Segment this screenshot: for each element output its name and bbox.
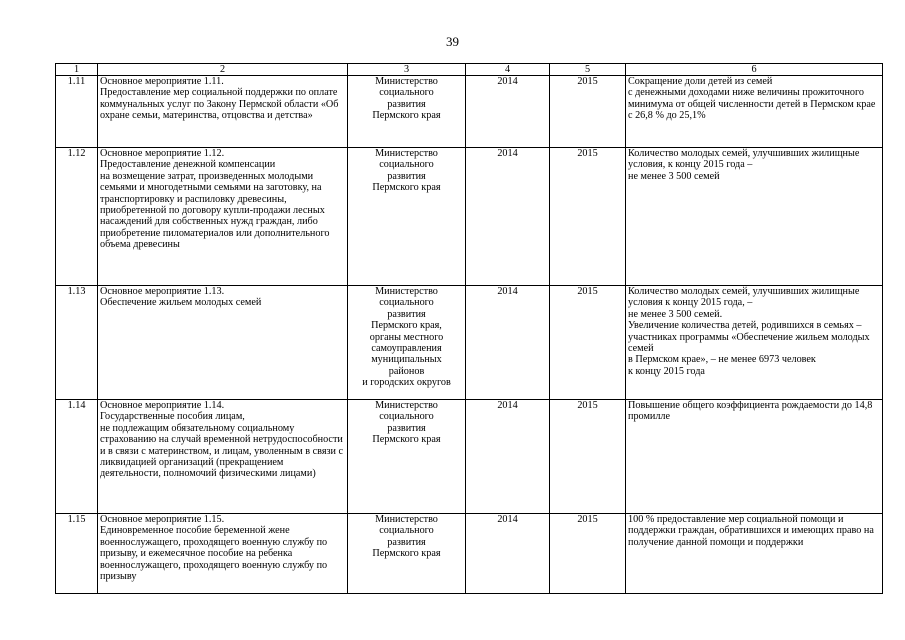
event-cell: Основное мероприятие 1.12. Предоставление денежной компенсации на возмещение затрат, произведенных молодыми семьями и многодетными семьями на заготовку, на транспортировку и распиловку древесины, приобретенной по договору купли-продажи лесных насаждений для собственных нужд граждан, либо приобретение пиломатериалов или дополнительного объема древесины [98,148,348,286]
page-number: 39 [446,34,459,49]
header-cell: 3 [348,64,466,76]
measures-table [55,63,883,594]
result-cell: Количество молодых семей, улучшивших жилищные условия к концу 2015 года, – не менее 3 500 семей. Увеличение количества детей, родившихся в семьях – участниках программы «Обеспечение жильем молодых семей в Пермском крае», – не менее 6973 человек к концу 2015 года [626,286,883,400]
start-year-cell: 2014 [466,400,550,514]
row-number: 1.13 [56,286,98,400]
table-row [56,76,883,148]
end-year-cell: 2015 [550,148,626,286]
row-number: 1.14 [56,400,98,514]
executor-cell: Министерство социального развития Пермского края [348,76,466,148]
result-cell: Сокращение доли детей из семей с денежными доходами ниже величины прожиточного минимума от общей численности детей в Пермском крае с 26,8 % до 25,1% [626,76,883,148]
event-cell: Основное мероприятие 1.15. Единовременное пособие беременной жене военнослужащего, проходящего военную службу по призыву, и ежемесячное пособие на ребенка военнослужащего, проходящего военную службу по призыву [98,514,348,594]
event-cell: Основное мероприятие 1.11. Предоставление мер социальной поддержки по оплате коммунальных услуг по Закону Пермской области «Об охране семьи, материнства, отцовства и детства» [98,76,348,148]
start-year-cell: 2014 [466,514,550,594]
start-year-cell: 2014 [466,286,550,400]
header-cell: 5 [550,64,626,76]
row-number: 1.15 [56,514,98,594]
table-header-row [56,64,883,76]
header-cell: 6 [626,64,883,76]
end-year-cell: 2015 [550,286,626,400]
event-cell: Основное мероприятие 1.14. Государственные пособия лицам, не подлежащим обязательному социальному страхованию на случай временной нетрудоспособности и в связи с материнством, и лицам, уволенным в связи с ликвидацией организаций (прекращением деятельности, полномочий физическими лицами) [98,400,348,514]
table-row [56,514,883,594]
event-cell: Основное мероприятие 1.13. Обеспечение жильем молодых семей [98,286,348,400]
executor-cell: Министерство социального развития Пермского края, органы местного самоуправления муниципальных районов и городских округов [348,286,466,400]
executor-cell: Министерство социального развития Пермского края [348,148,466,286]
result-cell: Повышение общего коэффициента рождаемости до 14,8 промилле [626,400,883,514]
executor-cell: Министерство социального развития Пермского края [348,400,466,514]
end-year-cell: 2015 [550,514,626,594]
executor-cell: Министерство социального развития Пермского края [348,514,466,594]
end-year-cell: 2015 [550,76,626,148]
header-cell: 2 [98,64,348,76]
table-row [56,286,883,400]
header-cell: 1 [56,64,98,76]
header-cell: 4 [466,64,550,76]
row-number: 1.12 [56,148,98,286]
result-cell: Количество молодых семей, улучшивших жилищные условия, к концу 2015 года – не менее 3 500 семей [626,148,883,286]
table-row [56,400,883,514]
row-number: 1.11 [56,76,98,148]
start-year-cell: 2014 [466,76,550,148]
table-row [56,148,883,286]
result-cell: 100 % предоставление мер социальной помощи и поддержки граждан, обратившихся и имеющих право на получение данной помощи и поддержки [626,514,883,594]
start-year-cell: 2014 [466,148,550,286]
end-year-cell: 2015 [550,400,626,514]
